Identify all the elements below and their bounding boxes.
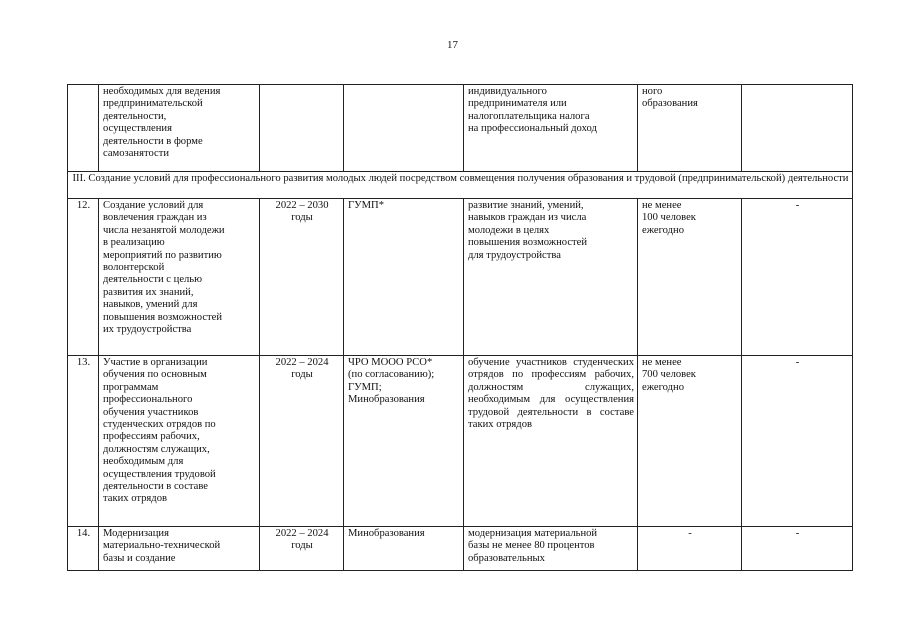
result-cell: развитие знаний, умений, навыков граждан из числа молодежи в целях повышения возможностей для трудоустройства: [464, 199, 638, 356]
action-plan-table: [67, 84, 853, 571]
executors-cell: [344, 85, 464, 172]
table-row: [68, 85, 853, 172]
indicator-cell: не менее 700 человек ежегодно: [638, 356, 742, 527]
table-row: [68, 356, 853, 527]
period-cell: 2022 – 2030 годы: [260, 199, 344, 356]
result-cell: индивидуального предпринимателя или налогоплательщика налога на профессиональный доход: [464, 85, 638, 172]
row-number-cell: 14.: [68, 527, 99, 571]
table-row: [68, 199, 853, 356]
event-cell: Участие в организации обучения по основным программам профессионального обучения участников студенческих отрядов по профессиям рабочих, должностям служащих, необходимым для осуществления трудовой деятельности в составе таких отрядов: [99, 356, 260, 527]
row-number-cell: [68, 85, 99, 172]
event-cell: необходимых для ведения предпринимательской деятельности, осуществления деятельности в форме самозанятости: [99, 85, 260, 172]
executors-cell: ГУМП*: [344, 199, 464, 356]
result-cell: модернизация материальной базы не менее 80 процентов образовательных: [464, 527, 638, 571]
executors-cell: Минобразования: [344, 527, 464, 571]
executors-cell: ЧРО МООО РСО* (по согласованию); ГУМП; Минобразования: [344, 356, 464, 527]
page-number: 17: [447, 39, 458, 51]
funding-cell: [742, 85, 853, 172]
row-number-cell: 13.: [68, 356, 99, 527]
indicator-cell: не менее 100 человек ежегодно: [638, 199, 742, 356]
section-heading: III. Создание условий для профессионального развития молодых людей посредством совмещения получения образования и трудовой (предпринимательской) деятельности: [68, 172, 853, 199]
event-cell: Модернизация материально-технической базы и создание: [99, 527, 260, 571]
funding-cell: -: [742, 356, 853, 527]
row-number-cell: 12.: [68, 199, 99, 356]
indicator-cell: ного образования: [638, 85, 742, 172]
result-cell: обучение участников студенческих отрядов по профессиям рабочих, должностям служащих, необходимым для осуществления трудовой деятельности в составе таких отрядов: [464, 356, 638, 527]
table-row: [68, 527, 853, 571]
funding-cell: -: [742, 199, 853, 356]
section-heading-row: [68, 172, 853, 199]
event-cell: Создание условий для вовлечения граждан из числа незанятой молодежи в реализацию мероприятий по развитию волонтерской деятельности с целью развития их знаний, навыков, умений для повышения возможностей их трудоустройства: [99, 199, 260, 356]
period-cell: 2022 – 2024 годы: [260, 356, 344, 527]
period-cell: [260, 85, 344, 172]
indicator-cell: -: [638, 527, 742, 571]
period-cell: 2022 – 2024 годы: [260, 527, 344, 571]
funding-cell: -: [742, 527, 853, 571]
